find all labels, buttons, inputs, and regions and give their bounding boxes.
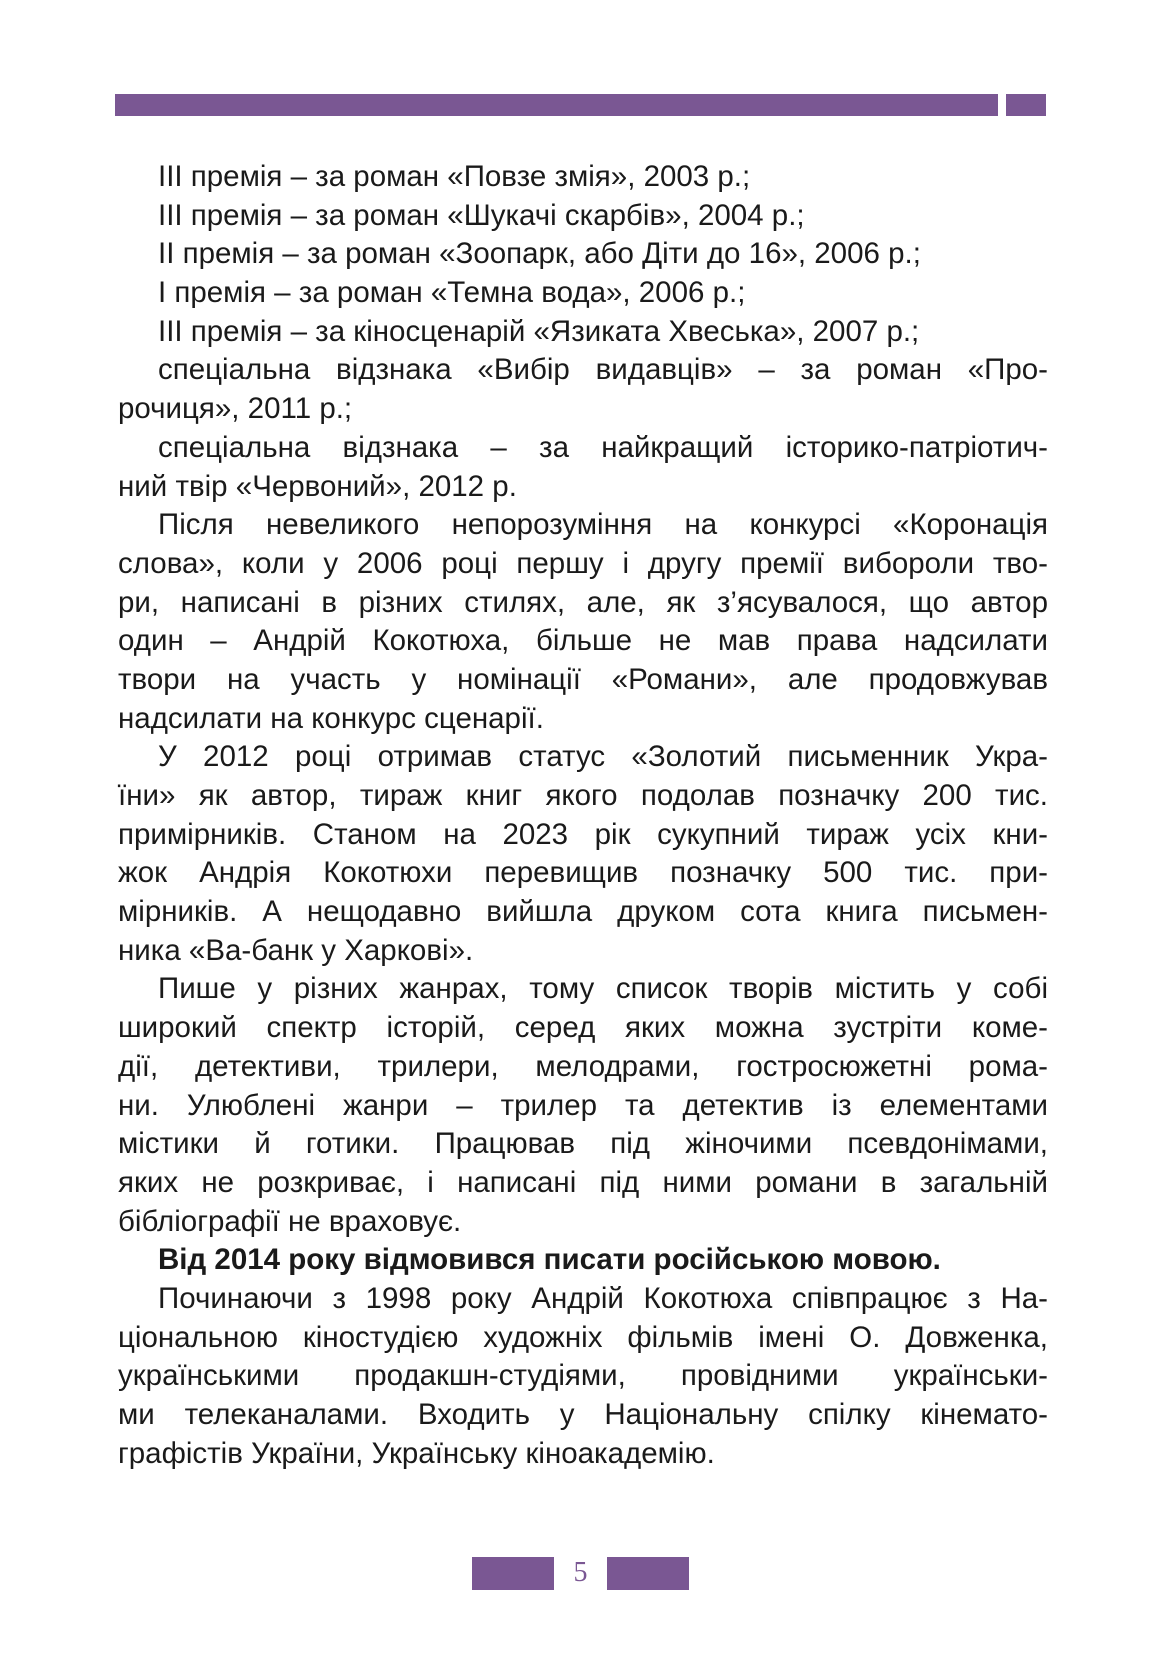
paragraph-line: Після невеликого непорозуміння на конкурсі «Коронація — [158, 508, 1048, 542]
paragraph-line: містики й готики. Працював під жіночими псевдонімами, — [118, 1127, 1048, 1161]
paragraph-line: мірників. А нещодавно вийшла друком сота книга письмен- — [118, 895, 1048, 929]
paragraph-line: ни. Улюблені жанри – трилер та детектив із елементами — [118, 1088, 1048, 1122]
paragraph-line: один – Андрій Кокотюха, більше не мав права надсилати — [118, 624, 1048, 658]
paragraph-line: ри, написані в різних стилях, але, як з’ясувалося, що автор — [118, 585, 1048, 619]
paragraph-line: жок Андрія Кокотюхи перевищив позначку 500 тис. при- — [118, 856, 1048, 890]
award-line: спеціальна відзнака «Вибір видавців» – за роман «Про- — [158, 353, 1048, 387]
paragraph-line: надсилати на конкурс сценарії. — [118, 701, 544, 735]
award-line: ІІІ премія – за роман «Шукачі скарбів», 2004 р.; — [158, 198, 805, 232]
award-line: спеціальна відзнака – за найкращий історико-патріотич- — [158, 430, 1048, 464]
paragraph-line: графістів України, Українську кіноакадемію. — [118, 1436, 715, 1470]
body-text — [118, 158, 1048, 1473]
paragraph-line: ника «Ва-банк у Харкові». — [118, 933, 474, 967]
paragraph-line: дії, детективи, трилери, мелодрами, гостросюжетні рома- — [118, 1049, 1048, 1083]
paragraph-line: яких не розкриває, і написані під ними романи в загальній — [118, 1165, 1048, 1199]
paragraph-line: Пише у різних жанрах, тому список творів містить у собі — [158, 972, 1048, 1006]
paragraph-line: бібліографії не враховує. — [118, 1204, 462, 1238]
paragraph-line: слова», коли у 2006 році першу і другу премії вибороли тво- — [118, 546, 1048, 580]
paragraph-line: У 2012 році отримав статус «Золотий письменник Укра- — [158, 740, 1048, 774]
paragraph-line: ми телеканалами. Входить у Національну спілку кінемато- — [118, 1398, 1048, 1431]
award-line: рочиця», 2011 р.; — [118, 392, 353, 426]
paragraph-line: ціональною кіностудією художніх фільмів імені О. Довженка, — [118, 1320, 1048, 1354]
award-line: ний твір «Червоний», 2012 р. — [118, 469, 517, 503]
paragraph-line: їни» як автор, тираж книг якого подолав позначку 200 тис. — [118, 779, 1048, 812]
emphasis-line: Від 2014 року відмовився писати російською мовою. — [158, 1243, 941, 1277]
footer-decoration-left — [472, 1557, 554, 1590]
paragraph-line: Починаючи з 1998 року Андрій Кокотюха співпрацює з На- — [158, 1281, 1048, 1315]
header-decoration-block — [1006, 94, 1046, 116]
paragraph-line: примірників. Станом на 2023 рік сукупний тираж усіх кни- — [118, 817, 1048, 851]
award-line: ІІІ премія – за роман «Повзе змія», 2003 р.; — [158, 160, 751, 193]
paragraph-line: твори на участь у номінації «Романи», але продовжував — [118, 662, 1048, 696]
page-number: 5 — [573, 1557, 588, 1588]
award-line: І премія – за роман «Темна вода», 2006 р.; — [158, 276, 746, 310]
paragraph-line: українськими продакшн-студіями, провідними українськи- — [118, 1359, 1048, 1393]
award-line: ІІ премія – за роман «Зоопарк, або Діти до 16», 2006 р.; — [158, 237, 921, 271]
award-line: ІІІ премія – за кіносценарій «Язиката Хвеська», 2007 р.; — [158, 314, 920, 348]
footer-decoration-right — [607, 1557, 689, 1590]
header-decoration-bar — [115, 94, 998, 116]
paragraph-line: широкий спектр історій, серед яких можна зустріти коме- — [118, 1011, 1048, 1045]
